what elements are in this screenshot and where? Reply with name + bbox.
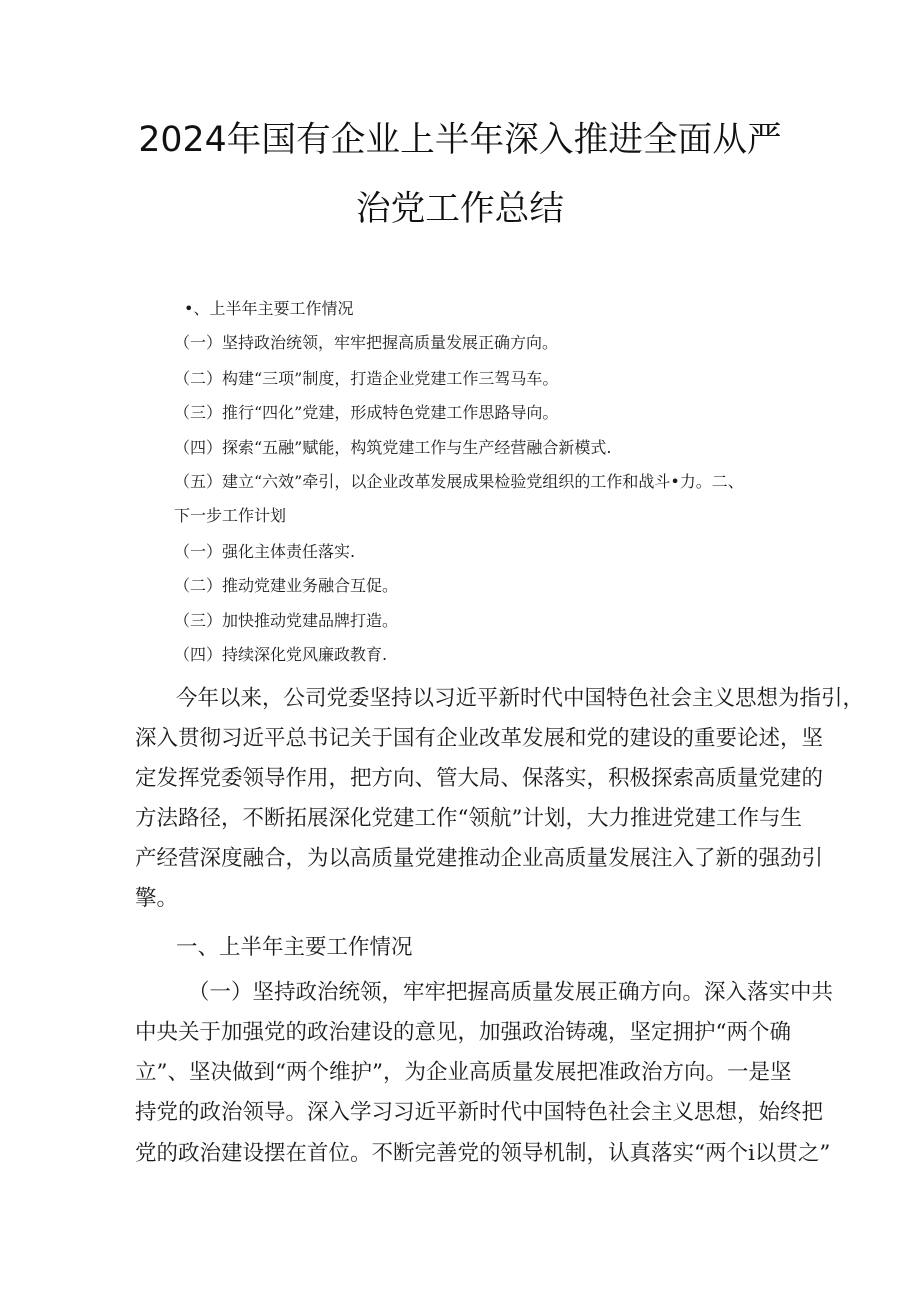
paragraph-line: 产经营深度融合，为以高质量党建推动企业高质量发展注入了新的强劲引	[135, 846, 824, 871]
outline-item: （三）加快推动党建品牌打造。	[174, 611, 399, 630]
paragraph-line: 党的政治建设摆在首位。不断完善党的领导机制，认真落实“两个i以贯之”	[135, 1141, 831, 1166]
paragraph-line: 定发挥党委领导作用，把方向、管大局、保落实，积极探索高质量党建的	[135, 766, 824, 791]
document-title-line-2: 治党工作总结	[355, 189, 565, 229]
outline-item: （四）持续深化党风廉政教育.	[174, 645, 388, 664]
outline-item: （一）坚持政治统领，牢牢把握高质量发展正确方向。	[174, 333, 559, 352]
paragraph-line: 立”、坚决做到“两个维护”，为企业高质量发展把准政治方向。一是坚	[135, 1060, 792, 1085]
outline-item: •、上半年主要工作情况	[184, 299, 354, 318]
paragraph-line: 擎。	[135, 886, 179, 911]
section-heading: 一、上半年主要工作情况	[176, 935, 413, 960]
outline-item: （二）推动党建业务融合互促。	[174, 576, 399, 595]
paragraph-line: 深入贯彻习近平总书记关于国有企业改革发展和党的建设的重要论述，坚	[135, 726, 824, 751]
outline-item: （五）建立“六效”牵引，以企业改革发展成果检验党组织的工作和战斗•力。二、	[174, 472, 744, 491]
paragraph-line: 方法路径，不断拓展深化党建工作“领航”计划，大力推进党建工作与生	[135, 806, 802, 831]
paragraph-line: 持党的政治领导。深入学习习近平新时代中国特色社会主义思想，始终把	[135, 1100, 824, 1125]
paragraph-line: 中央关于加强党的政治建设的意见，加强政治铸魂，坚定拥护“两个确	[135, 1020, 791, 1045]
outline-item: （一）强化主体责任落实.	[174, 542, 356, 561]
document-title-line-1: 2024年国有企业上半年深入推进全面从严	[138, 120, 782, 160]
outline-item: （三）推行“四化”党建，形成特色党建工作思路导向。	[174, 403, 559, 422]
outline-item: （四）探索“五融”赋能，构筑党建工作与生产经营融合新模式.	[174, 438, 612, 457]
paragraph-line: 今年以来，公司党委坚持以习近平新时代中国特色社会主义思想为指引，	[176, 686, 865, 711]
outline-item: （二）构建“三项”制度，打造企业党建工作三驾马车。	[174, 369, 559, 388]
paragraph-line: （一）坚持政治统领，牢牢把握高质量发展正确方向。深入落实中共	[188, 980, 834, 1005]
outline-item: 下一步工作计划	[174, 506, 287, 525]
